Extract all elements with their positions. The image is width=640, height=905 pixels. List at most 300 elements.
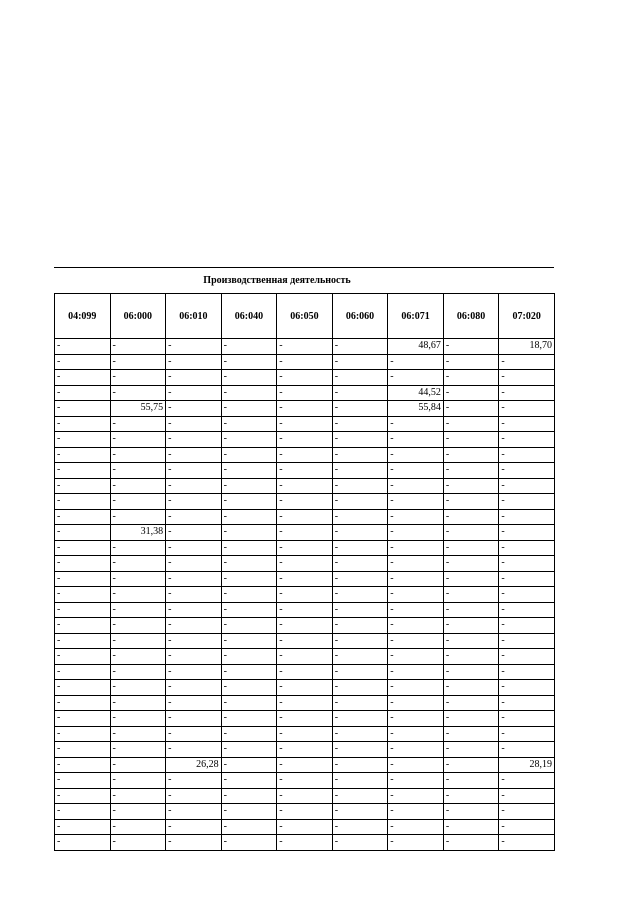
table-row xyxy=(55,602,555,618)
table-cell: - xyxy=(332,711,388,727)
column-header: 07:020 xyxy=(499,294,555,339)
table-cell: - xyxy=(55,742,111,758)
table-cell: - xyxy=(332,587,388,603)
table-cell: - xyxy=(110,602,166,618)
table-cell: - xyxy=(277,835,333,851)
table-cell: - xyxy=(277,556,333,572)
table-cell: - xyxy=(388,835,444,851)
table-row xyxy=(55,649,555,665)
table-cell: - xyxy=(110,571,166,587)
table-cell: - xyxy=(221,509,277,525)
table-cell: - xyxy=(221,618,277,634)
table-cell: - xyxy=(277,339,333,355)
table-cell: - xyxy=(443,819,499,835)
table-cell: - xyxy=(499,602,555,618)
table-cell: - xyxy=(332,695,388,711)
table-cell: - xyxy=(332,339,388,355)
table-cell: - xyxy=(388,757,444,773)
table-cell: - xyxy=(110,726,166,742)
table-cell: - xyxy=(221,416,277,432)
table-cell: - xyxy=(221,695,277,711)
table-cell: - xyxy=(277,602,333,618)
table-cell: - xyxy=(332,525,388,541)
table-cell: - xyxy=(110,339,166,355)
table-row xyxy=(55,664,555,680)
table-cell: - xyxy=(166,602,222,618)
table-cell: - xyxy=(55,819,111,835)
table-cell: - xyxy=(332,602,388,618)
table-cell: - xyxy=(221,819,277,835)
table-cell: - xyxy=(332,571,388,587)
table-cell: - xyxy=(110,416,166,432)
table-row xyxy=(55,478,555,494)
table-cell: - xyxy=(166,556,222,572)
table-cell: - xyxy=(55,339,111,355)
table-cell: - xyxy=(443,773,499,789)
table-row xyxy=(55,726,555,742)
table-cell: - xyxy=(221,788,277,804)
table-cell: - xyxy=(166,819,222,835)
table-cell: - xyxy=(332,354,388,370)
table-cell: - xyxy=(443,664,499,680)
table-cell: - xyxy=(166,618,222,634)
table-cell: - xyxy=(388,819,444,835)
table-cell: - xyxy=(55,494,111,510)
table-cell: - xyxy=(166,478,222,494)
table-cell: - xyxy=(277,416,333,432)
table-cell: - xyxy=(55,540,111,556)
table-cell: - xyxy=(332,649,388,665)
table-cell: - xyxy=(443,680,499,696)
table-row xyxy=(55,633,555,649)
table-cell: - xyxy=(166,788,222,804)
table-cell: - xyxy=(277,587,333,603)
table-cell: - xyxy=(55,757,111,773)
table-cell: - xyxy=(110,354,166,370)
table-cell: - xyxy=(221,726,277,742)
table-cell: - xyxy=(110,556,166,572)
table-cell: - xyxy=(110,385,166,401)
table-cell: - xyxy=(55,525,111,541)
table-cell: - xyxy=(388,370,444,386)
table-cell: 31,38 xyxy=(110,525,166,541)
table-cell: - xyxy=(277,463,333,479)
table-cell: - xyxy=(221,385,277,401)
table-cell: - xyxy=(443,494,499,510)
table-cell: - xyxy=(110,773,166,789)
table-cell: - xyxy=(166,370,222,386)
table-cell: - xyxy=(55,804,111,820)
table-cell: - xyxy=(443,540,499,556)
table-cell: - xyxy=(499,416,555,432)
table-cell: - xyxy=(110,494,166,510)
table-cell: - xyxy=(332,540,388,556)
table-cell: - xyxy=(443,835,499,851)
table-cell: 26,28 xyxy=(166,757,222,773)
table-cell: - xyxy=(110,649,166,665)
table-cell: - xyxy=(388,525,444,541)
table-cell: - xyxy=(110,695,166,711)
table-cell: - xyxy=(166,571,222,587)
table-cell: 55,84 xyxy=(388,401,444,417)
table-cell: - xyxy=(499,509,555,525)
table-cell: - xyxy=(166,385,222,401)
table-cell: - xyxy=(221,339,277,355)
table-cell: 28,19 xyxy=(499,757,555,773)
table-cell: - xyxy=(443,447,499,463)
table-cell: - xyxy=(221,633,277,649)
table-row xyxy=(55,757,555,773)
table-cell: - xyxy=(388,416,444,432)
table-cell: - xyxy=(110,804,166,820)
table-cell: - xyxy=(499,711,555,727)
table-cell: - xyxy=(499,494,555,510)
table-cell: - xyxy=(332,788,388,804)
table-cell: - xyxy=(388,726,444,742)
table-cell: - xyxy=(55,835,111,851)
table-cell: - xyxy=(55,664,111,680)
table-cell: - xyxy=(332,618,388,634)
table-cell: - xyxy=(499,463,555,479)
table-cell: - xyxy=(499,540,555,556)
table-cell: - xyxy=(55,416,111,432)
table-cell: - xyxy=(499,618,555,634)
table-row xyxy=(55,432,555,448)
table-cell: - xyxy=(166,695,222,711)
table-cell: - xyxy=(332,664,388,680)
table-cell: - xyxy=(277,447,333,463)
table-header xyxy=(55,294,555,339)
table-cell: - xyxy=(221,757,277,773)
table-cell: - xyxy=(221,478,277,494)
table-row xyxy=(55,571,555,587)
table-cell: - xyxy=(332,370,388,386)
table-cell: - xyxy=(55,711,111,727)
table-cell: - xyxy=(499,773,555,789)
table-cell: - xyxy=(221,370,277,386)
table-cell: - xyxy=(221,447,277,463)
table-cell: - xyxy=(388,711,444,727)
table-cell: - xyxy=(166,711,222,727)
table-row xyxy=(55,370,555,386)
table-cell: - xyxy=(221,711,277,727)
table-cell: - xyxy=(388,556,444,572)
table-cell: - xyxy=(221,680,277,696)
table-cell: - xyxy=(277,773,333,789)
table-cell: - xyxy=(221,556,277,572)
table-cell: - xyxy=(55,602,111,618)
table-cell: - xyxy=(166,587,222,603)
table-cell: - xyxy=(388,773,444,789)
section-title: Производственная деятельность xyxy=(203,275,351,286)
table-cell: - xyxy=(388,354,444,370)
table-cell: - xyxy=(55,695,111,711)
table-cell: - xyxy=(55,726,111,742)
column-header: 06:071 xyxy=(388,294,444,339)
table-cell: - xyxy=(443,525,499,541)
table-cell: - xyxy=(388,509,444,525)
table-cell: - xyxy=(55,649,111,665)
column-header: 04:099 xyxy=(55,294,111,339)
table-cell: - xyxy=(499,432,555,448)
table-cell: - xyxy=(332,494,388,510)
table-cell: - xyxy=(110,664,166,680)
table-cell: - xyxy=(277,432,333,448)
table-cell: - xyxy=(55,447,111,463)
table-cell: - xyxy=(388,695,444,711)
table-cell: - xyxy=(221,587,277,603)
table-cell: - xyxy=(55,633,111,649)
column-header: 06:050 xyxy=(277,294,333,339)
table-cell: - xyxy=(332,773,388,789)
table-cell: - xyxy=(499,649,555,665)
table-cell: - xyxy=(221,463,277,479)
table-cell: - xyxy=(499,556,555,572)
table-cell: - xyxy=(166,773,222,789)
table-row xyxy=(55,494,555,510)
table-cell: - xyxy=(166,447,222,463)
table-cell: - xyxy=(55,432,111,448)
table-cell: - xyxy=(221,432,277,448)
table-cell: - xyxy=(499,401,555,417)
table-cell: - xyxy=(166,463,222,479)
table-row xyxy=(55,711,555,727)
table-cell: - xyxy=(388,602,444,618)
table-cell: - xyxy=(110,432,166,448)
table-cell: - xyxy=(388,478,444,494)
header-row xyxy=(55,294,555,339)
table-cell: - xyxy=(277,788,333,804)
table-cell: - xyxy=(499,819,555,835)
table-cell: - xyxy=(443,804,499,820)
table-cell: - xyxy=(332,385,388,401)
table-cell: - xyxy=(55,788,111,804)
table-cell: - xyxy=(443,633,499,649)
table-cell: - xyxy=(499,680,555,696)
table-row xyxy=(55,401,555,417)
table-cell: 55,75 xyxy=(110,401,166,417)
table-cell: - xyxy=(277,354,333,370)
table-cell: - xyxy=(277,726,333,742)
table-cell: - xyxy=(332,416,388,432)
table-cell: - xyxy=(221,354,277,370)
table-cell: - xyxy=(166,339,222,355)
table-cell: - xyxy=(499,447,555,463)
table-cell: - xyxy=(332,804,388,820)
table-cell: - xyxy=(443,401,499,417)
table-cell: - xyxy=(55,478,111,494)
table-cell: - xyxy=(166,432,222,448)
table-cell: - xyxy=(277,819,333,835)
table-cell: - xyxy=(388,664,444,680)
table-cell: - xyxy=(388,618,444,634)
table-cell: - xyxy=(277,804,333,820)
table-cell: - xyxy=(55,370,111,386)
table-cell: - xyxy=(277,540,333,556)
table-cell: - xyxy=(166,726,222,742)
table-cell: - xyxy=(55,618,111,634)
table-cell: - xyxy=(221,773,277,789)
table-cell: - xyxy=(221,401,277,417)
table-cell: - xyxy=(388,788,444,804)
table-cell: - xyxy=(110,835,166,851)
table-cell: - xyxy=(55,401,111,417)
table-cell: - xyxy=(499,804,555,820)
table-cell: - xyxy=(499,742,555,758)
column-header: 06:000 xyxy=(110,294,166,339)
table-row xyxy=(55,618,555,634)
table-cell: - xyxy=(55,463,111,479)
table-cell: - xyxy=(332,819,388,835)
table-cell: - xyxy=(499,695,555,711)
table-cell: - xyxy=(110,819,166,835)
table-cell: - xyxy=(332,509,388,525)
table-row xyxy=(55,742,555,758)
table-cell: - xyxy=(166,742,222,758)
table-cell: - xyxy=(443,571,499,587)
table-cell: - xyxy=(221,540,277,556)
table-cell: - xyxy=(443,478,499,494)
table-cell: - xyxy=(221,525,277,541)
table-row xyxy=(55,788,555,804)
table-cell: - xyxy=(110,587,166,603)
table-cell: - xyxy=(55,509,111,525)
table-cell: - xyxy=(443,432,499,448)
table-cell: - xyxy=(277,370,333,386)
table-cell: - xyxy=(166,494,222,510)
table-cell: - xyxy=(443,556,499,572)
table-cell: - xyxy=(277,478,333,494)
table-cell: - xyxy=(388,463,444,479)
table-cell: - xyxy=(110,478,166,494)
table-row xyxy=(55,819,555,835)
table-cell: - xyxy=(388,633,444,649)
table-cell: - xyxy=(499,478,555,494)
table-row xyxy=(55,680,555,696)
table-cell: - xyxy=(443,339,499,355)
table-cell: - xyxy=(277,385,333,401)
table-row xyxy=(55,695,555,711)
table-cell: - xyxy=(443,463,499,479)
table-cell: - xyxy=(388,587,444,603)
table-cell: - xyxy=(388,432,444,448)
table-cell: - xyxy=(443,587,499,603)
table-cell: - xyxy=(110,447,166,463)
table-cell: - xyxy=(499,354,555,370)
table-cell: - xyxy=(388,680,444,696)
table-cell: - xyxy=(332,680,388,696)
table-cell: 48,67 xyxy=(388,339,444,355)
column-header: 06:060 xyxy=(332,294,388,339)
table-cell: - xyxy=(221,571,277,587)
column-header: 06:010 xyxy=(166,294,222,339)
table-cell: - xyxy=(110,742,166,758)
table-cell: - xyxy=(221,835,277,851)
table-cell: - xyxy=(277,757,333,773)
table-cell: - xyxy=(221,602,277,618)
table-cell: - xyxy=(166,664,222,680)
column-header: 06:080 xyxy=(443,294,499,339)
table-cell: - xyxy=(166,804,222,820)
table-cell: - xyxy=(166,509,222,525)
table-cell: - xyxy=(55,587,111,603)
table-row xyxy=(55,447,555,463)
table-cell: - xyxy=(332,726,388,742)
table-cell: - xyxy=(277,494,333,510)
table-cell: - xyxy=(166,540,222,556)
table-cell: - xyxy=(499,664,555,680)
table-row xyxy=(55,509,555,525)
table-row xyxy=(55,385,555,401)
table-cell: - xyxy=(499,525,555,541)
table-cell: - xyxy=(388,447,444,463)
table-cell: - xyxy=(55,571,111,587)
table-cell: 18,70 xyxy=(499,339,555,355)
table-cell: - xyxy=(221,494,277,510)
table-cell: - xyxy=(166,633,222,649)
table-row xyxy=(55,587,555,603)
table-row xyxy=(55,773,555,789)
table-cell: - xyxy=(443,618,499,634)
table-row xyxy=(55,556,555,572)
table-cell: - xyxy=(499,788,555,804)
table-cell: - xyxy=(443,385,499,401)
table-cell: - xyxy=(443,711,499,727)
table-row xyxy=(55,540,555,556)
table-cell: - xyxy=(277,711,333,727)
table-cell: - xyxy=(166,354,222,370)
table-cell: - xyxy=(499,633,555,649)
table-cell: - xyxy=(277,742,333,758)
table-cell: - xyxy=(277,680,333,696)
table-cell: - xyxy=(277,509,333,525)
table-cell: - xyxy=(388,742,444,758)
table-cell: - xyxy=(166,835,222,851)
table-row xyxy=(55,835,555,851)
table-cell: - xyxy=(443,416,499,432)
table-cell: - xyxy=(55,680,111,696)
table-row xyxy=(55,525,555,541)
table-cell: - xyxy=(388,540,444,556)
table-cell: - xyxy=(110,618,166,634)
table-cell: - xyxy=(332,463,388,479)
table-cell: - xyxy=(110,757,166,773)
table-cell: - xyxy=(110,633,166,649)
table-cell: - xyxy=(166,401,222,417)
table-cell: - xyxy=(332,478,388,494)
table-cell: - xyxy=(443,354,499,370)
table-cell: - xyxy=(332,401,388,417)
table-cell: - xyxy=(388,494,444,510)
table-cell: - xyxy=(110,370,166,386)
table-cell: - xyxy=(110,788,166,804)
table-cell: - xyxy=(55,773,111,789)
table-cell: - xyxy=(277,695,333,711)
table-cell: - xyxy=(277,633,333,649)
table-cell: - xyxy=(388,649,444,665)
table-cell: - xyxy=(443,757,499,773)
table-cell: - xyxy=(443,509,499,525)
table-cell: - xyxy=(499,571,555,587)
data-table xyxy=(54,293,555,851)
table-cell: - xyxy=(332,835,388,851)
table-cell: - xyxy=(332,633,388,649)
table-row xyxy=(55,804,555,820)
table-body xyxy=(55,339,555,851)
table-cell: - xyxy=(443,788,499,804)
table-cell: - xyxy=(443,649,499,665)
table-row xyxy=(55,416,555,432)
